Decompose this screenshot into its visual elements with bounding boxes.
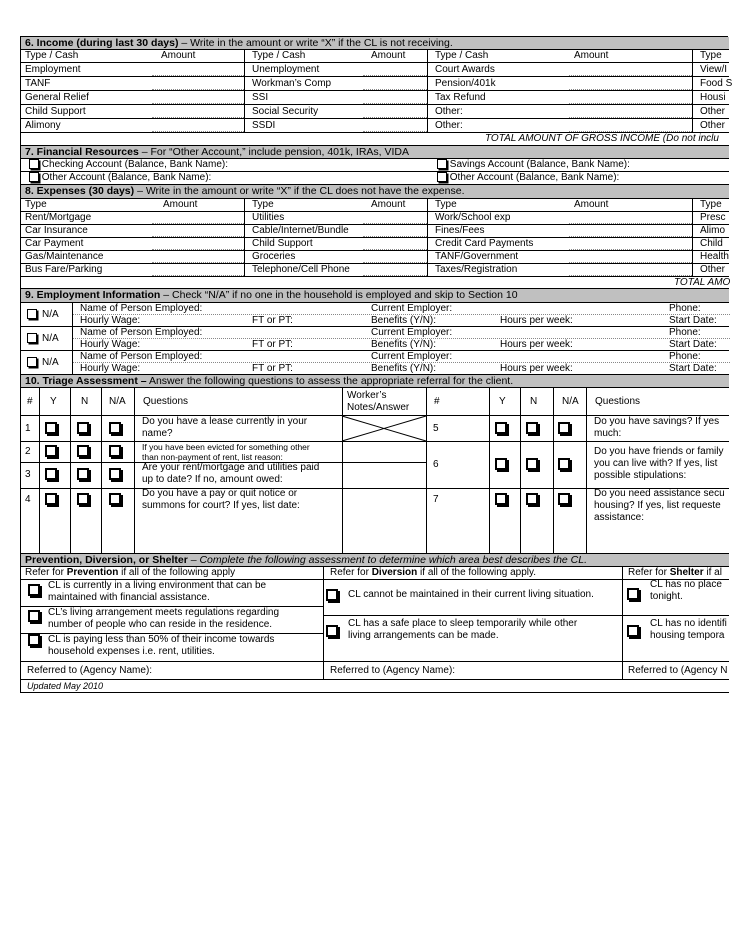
other-account-label: Other Account (Balance, Bank Name): (41, 172, 212, 183)
pds-column-headers (21, 567, 729, 580)
section-7-instructions: – For “Other Account,” include pension, 401k, IRAs, VIDA (138, 146, 410, 158)
question-line-1: Do you need assistance secu (594, 488, 725, 499)
refer-diversion-tail: if all of the following apply. (417, 567, 537, 578)
pds-divider-2 (622, 580, 623, 662)
expense-row (21, 264, 729, 277)
refer-prevention-tail: if all of the following apply (118, 567, 236, 578)
financial-row-1 (21, 159, 729, 172)
income-col-type-2: Type / Cash (244, 50, 305, 62)
shelter-2-checkbox[interactable] (627, 625, 639, 637)
section-9-title: 9. Employment Information (25, 289, 161, 301)
income-amount-field[interactable] (363, 105, 427, 118)
expense-type-1: Rent/Mortgage (25, 212, 92, 223)
employer-field[interactable]: Current Employer: (371, 303, 453, 314)
income-row (21, 91, 729, 105)
income-row (21, 105, 729, 119)
triage-na-checkbox[interactable] (558, 458, 570, 470)
section-6-header (21, 37, 729, 50)
prevention-3-line-1: CL is paying less than 50% of their income towards (48, 634, 275, 645)
expense-total-label: TOTAL AMO (674, 277, 731, 288)
employment-block (21, 303, 729, 327)
refer-shelter-prefix: Refer for (628, 567, 670, 578)
question-line-1: Do you have savings? If yes (594, 416, 720, 427)
expense-row (21, 238, 729, 251)
phone-field[interactable]: Phone: (669, 351, 701, 362)
expense-type-2: Child Support (244, 238, 313, 250)
triage-col-divider (553, 416, 554, 554)
expense-type-2: Utilities (244, 212, 284, 224)
income-amount-field[interactable] (363, 63, 427, 76)
income-amount-field[interactable] (569, 63, 692, 76)
referral-row (21, 662, 729, 680)
income-type-1: TANF (25, 78, 51, 89)
triage-no-checkbox[interactable] (526, 493, 538, 505)
checking-account-label: Checking Account (Balance, Bank Name): (41, 159, 228, 170)
pds-instructions: – Complete the following assessment to determine which area best describes the CL. (187, 554, 588, 566)
income-amount-field[interactable] (569, 119, 692, 132)
expense-amount-field[interactable] (363, 212, 427, 224)
triage-num-right: 7 (433, 494, 439, 505)
triage-num-right: 6 (433, 458, 439, 470)
income-type-1: Child Support (25, 106, 86, 117)
triage-no-checkbox[interactable] (77, 468, 89, 480)
triage-h-num-2: # (426, 388, 440, 415)
triage-na-checkbox[interactable] (109, 493, 121, 505)
income-row (21, 77, 732, 91)
shelter-divider (622, 615, 729, 616)
section-8-instructions: – Write in the amount or write “X” if the CL does not have the expense. (134, 185, 465, 197)
hours-field[interactable]: Hours per week: (500, 339, 573, 350)
refer-shelter-word: Shelter (669, 567, 704, 578)
other-account-label-2: Other Account (Balance, Bank Name): (449, 172, 620, 183)
triage-col-divider (489, 416, 490, 554)
expense-col-type: Type (25, 199, 47, 210)
shelter-1-text (643, 579, 722, 605)
income-type-1: Employment (25, 64, 81, 75)
income-amount-field[interactable] (152, 63, 244, 76)
expense-total-row (21, 277, 729, 289)
income-amount-field[interactable] (363, 91, 427, 104)
question-line-1: Do you have a lease currently in your (142, 416, 308, 427)
triage-h-y-2: Y (489, 388, 506, 415)
ft-pt-field[interactable]: FT or PT: (252, 339, 293, 350)
shelter-2-line-2: housing tempora (650, 630, 725, 641)
triage-h-questions-2: Questions (586, 388, 640, 415)
question-line-2: you can live with? If yes, list (594, 458, 718, 469)
refer-prevention-word: Prevention (66, 567, 119, 578)
income-type-1: General Relief (25, 92, 89, 103)
expense-type-3: Credit Card Payments (427, 238, 533, 250)
triage-no-checkbox[interactable] (526, 422, 538, 434)
expense-amount-field[interactable] (569, 264, 692, 276)
question-line-2: name? (142, 428, 173, 439)
diversion-divider (323, 615, 622, 616)
triage-question-6 (594, 446, 724, 482)
shelter-2-text (643, 618, 727, 644)
triage-col-divider (586, 416, 587, 554)
income-type-3: Court Awards (427, 63, 495, 76)
employment-na-label: N/A (42, 309, 59, 320)
income-amount-field[interactable] (569, 77, 692, 90)
income-amount-field[interactable] (569, 91, 692, 104)
employer-field[interactable]: Current Employer: (371, 327, 453, 338)
employee-name-field[interactable]: Name of Person Employed: (80, 303, 203, 314)
section-10-header (21, 375, 729, 388)
diversion-referral-field[interactable]: Referred to (Agency Name): (323, 662, 455, 679)
shelter-2-line-1: CL has no identifi (650, 618, 727, 629)
triage-no-checkbox[interactable] (77, 445, 89, 457)
employment-fields (72, 351, 729, 375)
start-date-field[interactable]: Start Date: (669, 315, 717, 326)
hours-field[interactable]: Hours per week: (500, 315, 573, 326)
other-account-checkbox-2[interactable] (437, 172, 447, 182)
expense-row (21, 251, 729, 264)
prevention-1-checkbox[interactable] (28, 584, 40, 596)
income-amount-field[interactable] (152, 77, 244, 90)
triage-body (21, 416, 729, 554)
refer-prevention-prefix: Refer for (25, 567, 67, 578)
triage-yes-checkbox[interactable] (45, 493, 57, 505)
triage-question-5 (594, 416, 719, 440)
triage-yes-checkbox[interactable] (495, 493, 507, 505)
question-line-3: possible stipulations: (594, 470, 687, 481)
expense-amount-field[interactable] (152, 225, 244, 237)
benefits-field[interactable]: Benefits (Y/N): (371, 363, 437, 374)
employment-fields (72, 327, 729, 351)
question-line-2: than non-payment of rent, list reason: (142, 452, 283, 462)
triage-h-n: N (70, 388, 88, 415)
expense-col-type-2: Type (244, 199, 274, 211)
income-type-4: Other (692, 105, 725, 118)
expense-type-1: Car Payment (25, 238, 84, 249)
expense-type-1: Gas/Maintenance (25, 251, 104, 262)
diversion-2-line-1: CL has a safe place to sleep temporarily while other (348, 618, 578, 629)
employee-name-field[interactable]: Name of Person Employed: (80, 351, 203, 362)
triage-question-2 (142, 442, 310, 462)
income-column-headers (21, 50, 729, 63)
income-type-4: View/I (692, 63, 727, 76)
triage-num-left: 4 (25, 494, 31, 505)
pds-body (21, 580, 729, 662)
question-line-2: much: (594, 428, 622, 439)
income-col-amount-2: Amount (371, 50, 406, 61)
shelter-referral-field[interactable]: Referred to (Agency N (622, 662, 728, 679)
pds-header (21, 554, 729, 567)
other-account-checkbox[interactable] (29, 172, 39, 182)
expense-amount-field[interactable] (363, 251, 427, 263)
section-9-instructions: – Check “N/A” if no one in the household is employed and skip to Section 10 (160, 289, 518, 301)
section-6-instructions: – Write in the amount or write “X” if the CL is not receiving. (178, 37, 453, 49)
employment-na-label: N/A (42, 333, 59, 344)
income-type-2: SSI (244, 91, 268, 104)
expense-type-2: Cable/Internet/Bundle (244, 225, 349, 237)
expense-amount-field[interactable] (152, 212, 244, 224)
section-10-title: 10. Triage Assessment – (25, 375, 147, 387)
triage-column-headers (21, 388, 729, 416)
question-line-1: If you have been evicted for something other (142, 442, 310, 452)
start-date-field[interactable]: Start Date: (669, 339, 717, 350)
prevention-3-line-2: household expenses i.e. rent, utilities. (48, 646, 215, 657)
triage-col-divider (70, 416, 71, 554)
refer-diversion-word: Diversion (371, 567, 418, 578)
section-9-header (21, 289, 729, 303)
triage-h-na-2: N/A (553, 388, 579, 415)
start-date-field[interactable]: Start Date: (669, 363, 717, 374)
triage-question-3 (142, 462, 319, 486)
triage-col-divider (39, 416, 40, 554)
employment-na (27, 303, 59, 326)
expense-amount-field[interactable] (363, 264, 427, 276)
expense-col-type-3: Type (427, 199, 457, 211)
employee-name-field[interactable]: Name of Person Employed: (80, 327, 203, 338)
employment-na-label: N/A (42, 357, 59, 368)
pds-divider-1 (323, 580, 324, 662)
income-col-amount: Amount (161, 50, 196, 61)
savings-account-label: Savings Account (Balance, Bank Name): (449, 159, 630, 170)
triage-num-left: 1 (25, 422, 31, 434)
income-amount-field[interactable] (152, 91, 244, 104)
income-type-3: Tax Refund (427, 91, 486, 104)
income-row (21, 63, 729, 77)
prevention-2-checkbox[interactable] (28, 610, 40, 622)
shelter-1-line-1: CL has no place (650, 579, 722, 590)
employment-na-checkbox[interactable] (27, 309, 37, 319)
triage-h-notes-2: Notes/Answer (347, 402, 410, 413)
triage-num-left: 2 (25, 445, 31, 457)
question-line-2: housing? If yes, list requeste (594, 500, 721, 511)
income-amount-field[interactable] (363, 119, 427, 132)
triage-h-na: N/A (101, 388, 126, 415)
notes-cross-out (342, 416, 426, 441)
expense-type-4: Alimo (692, 225, 725, 237)
triage-h-num: # (27, 396, 33, 407)
income-col-type-3: Type / Cash (427, 50, 488, 62)
income-amount-field[interactable] (152, 105, 244, 118)
triage-yes-checkbox[interactable] (45, 468, 57, 480)
income-type-4: Other (692, 119, 725, 132)
diversion-1-checkbox[interactable] (326, 589, 338, 601)
hourly-wage-field[interactable]: Hourly Wage: (80, 315, 141, 326)
income-type-2: Unemployment (244, 63, 319, 76)
diversion-2-text (341, 618, 577, 644)
section-8-header (21, 185, 729, 199)
prevention-1-text (41, 580, 266, 606)
triage-num-right: 5 (433, 422, 439, 434)
benefits-field[interactable]: Benefits (Y/N): (371, 315, 437, 326)
triage-h-notes-1: Worker’s (347, 390, 387, 401)
employment-na (27, 327, 59, 350)
triage-h-y: Y (39, 388, 57, 415)
triage-col-divider (426, 416, 427, 554)
prevention-1-line-1: CL is currently in a living environment that can be (48, 580, 267, 591)
triage-na-checkbox[interactable] (109, 468, 121, 480)
pds-title: Prevention, Diversion, or Shelter (25, 554, 188, 566)
prevention-1-line-2: maintained with financial assistance. (48, 592, 210, 603)
employment-na-checkbox[interactable] (27, 357, 37, 367)
hourly-wage-field[interactable]: Hourly Wage: (80, 339, 141, 350)
expense-type-3: TANF/Government (427, 251, 518, 263)
diversion-1-text: CL cannot be maintained in their current living situation. (348, 589, 594, 600)
ft-pt-field[interactable]: FT or PT: (252, 315, 293, 326)
prevention-referral-field[interactable]: Referred to (Agency Name): (27, 665, 153, 676)
income-col-type-4: Type (692, 50, 722, 62)
income-amount-field[interactable] (152, 119, 244, 132)
income-type-4: Housi (692, 91, 726, 104)
income-type-2: SSDI (244, 119, 275, 132)
prevention-2-line-2: number of people who can reside in the residence. (48, 619, 273, 630)
triage-col-divider (134, 416, 135, 554)
diversion-2-line-2: living arrangements can be made. (348, 630, 499, 641)
question-line-3: assistance: (594, 512, 645, 523)
prevention-3-checkbox[interactable] (28, 634, 40, 646)
triage-h-n-2: N (520, 388, 537, 415)
income-type-4: Food S (692, 77, 732, 90)
expense-row (21, 225, 729, 238)
triage-na-checkbox[interactable] (558, 493, 570, 505)
triage-question-7 (594, 488, 725, 524)
expense-type-4: Child (692, 238, 723, 250)
question-line-1: Do you have a pay or quit notice or (142, 488, 298, 499)
hours-field[interactable]: Hours per week: (500, 363, 573, 374)
expense-type-2: Telephone/Cell Phone (244, 264, 350, 276)
checking-account-checkbox[interactable] (29, 159, 39, 169)
shelter-1-line-2: tonight. (650, 591, 683, 602)
shelter-1-checkbox[interactable] (627, 588, 639, 600)
triage-h-questions: Questions (134, 388, 188, 415)
prevention-2-text (41, 607, 279, 633)
financial-row-2 (21, 172, 729, 185)
employment-block (21, 351, 729, 375)
expense-col-amount-3: Amount (574, 199, 609, 210)
income-type-3: Other: (427, 105, 463, 118)
expense-amount-field[interactable] (569, 225, 692, 237)
expense-amount-field[interactable] (152, 251, 244, 263)
savings-account-checkbox[interactable] (437, 159, 447, 169)
triage-yes-checkbox[interactable] (45, 422, 57, 434)
question-line-1: Are your rent/mortgage and utilities paid (142, 462, 320, 473)
employer-field[interactable]: Current Employer: (371, 351, 453, 362)
section-7-title: 7. Financial Resources (25, 146, 139, 158)
expense-type-1: Bus Fare/Parking (25, 264, 103, 275)
refer-shelter-tail: if al (703, 567, 722, 578)
expense-amount-field[interactable] (152, 238, 244, 250)
income-col-amount-3: Amount (574, 50, 609, 61)
prevention-2-line-1: CL’s living arrangement meets regulations regarding (48, 607, 280, 618)
assessment-form (20, 36, 732, 693)
income-amount-field[interactable] (363, 77, 427, 90)
expense-row (21, 212, 729, 225)
income-total-label: TOTAL AMOUNT OF GROSS INCOME (Do not inclu (485, 133, 719, 144)
footer-row (21, 680, 729, 693)
employment-fields (72, 303, 729, 327)
expense-amount-field[interactable] (569, 251, 692, 263)
prevention-3-text (41, 634, 274, 660)
expense-type-3: Work/School exp (427, 212, 510, 224)
income-type-3: Pension/401k (427, 77, 496, 90)
triage-question-1 (142, 416, 307, 440)
expense-col-type-4: Type (692, 199, 722, 211)
hourly-wage-field[interactable]: Hourly Wage: (80, 363, 141, 374)
question-line-1: Do you have friends or family (594, 446, 724, 457)
benefits-field[interactable]: Benefits (Y/N): (371, 339, 437, 350)
triage-yes-checkbox[interactable] (495, 422, 507, 434)
section-6-title: 6. Income (during last 30 days) (25, 37, 179, 49)
triage-yes-checkbox[interactable] (495, 458, 507, 470)
triage-question-4 (142, 488, 300, 512)
triage-no-checkbox[interactable] (77, 493, 89, 505)
triage-h-notes (342, 388, 409, 415)
expense-col-amount: Amount (163, 199, 198, 210)
section-10-instructions: Answer the following questions to assess the appropriate referral for the client. (146, 375, 514, 387)
income-type-2: Social Security (244, 105, 318, 118)
triage-na-checkbox[interactable] (109, 445, 121, 457)
triage-no-checkbox[interactable] (77, 422, 89, 434)
income-type-3: Other: (427, 119, 463, 132)
expense-type-2: Groceries (244, 251, 295, 263)
triage-na-checkbox[interactable] (109, 422, 121, 434)
income-row (21, 119, 729, 133)
income-amount-field[interactable] (569, 105, 692, 118)
triage-yes-checkbox[interactable] (45, 445, 57, 457)
income-type-1: Alimony (25, 120, 61, 131)
diversion-2-checkbox[interactable] (326, 625, 338, 637)
employment-na (27, 351, 59, 374)
expense-type-4: Health (692, 251, 729, 263)
triage-no-checkbox[interactable] (526, 458, 538, 470)
phone-field[interactable]: Phone: (669, 327, 701, 338)
expense-amount-field[interactable] (363, 225, 427, 237)
income-type-2: Workman’s Comp (244, 77, 331, 90)
question-line-2: up to date? If no, amount owed: (142, 474, 283, 485)
expense-col-amount-2: Amount (371, 199, 406, 210)
triage-col-divider (101, 416, 102, 554)
triage-row-divider (426, 441, 729, 442)
phone-field[interactable]: Phone: (669, 303, 701, 314)
section-7-header (21, 146, 729, 159)
expense-type-3: Taxes/Registration (427, 264, 517, 276)
refer-diversion-prefix: Refer for (330, 567, 372, 578)
question-line-2: summons for court? If yes, list date: (142, 500, 300, 511)
section-8-title: 8. Expenses (30 days) (25, 185, 135, 197)
triage-na-checkbox[interactable] (558, 422, 570, 434)
expense-amount-field[interactable] (152, 264, 244, 276)
updated-date: Updated May 2010 (27, 681, 104, 691)
expense-amount-field[interactable] (569, 212, 692, 224)
triage-col-divider (520, 416, 521, 554)
expense-amount-field[interactable] (569, 238, 692, 250)
expense-type-1: Car Insurance (25, 225, 88, 236)
expense-column-headers (21, 199, 729, 212)
income-total-row (21, 133, 729, 146)
expense-amount-field[interactable] (363, 238, 427, 250)
ft-pt-field[interactable]: FT or PT: (252, 363, 293, 374)
triage-num-left: 3 (25, 469, 31, 480)
expense-type-4: Other (692, 264, 725, 276)
expense-type-4: Presc (692, 212, 726, 224)
employment-block (21, 327, 729, 351)
income-col-type: Type / Cash (25, 50, 79, 61)
employment-na-checkbox[interactable] (27, 333, 37, 343)
expense-type-3: Fines/Fees (427, 225, 484, 237)
